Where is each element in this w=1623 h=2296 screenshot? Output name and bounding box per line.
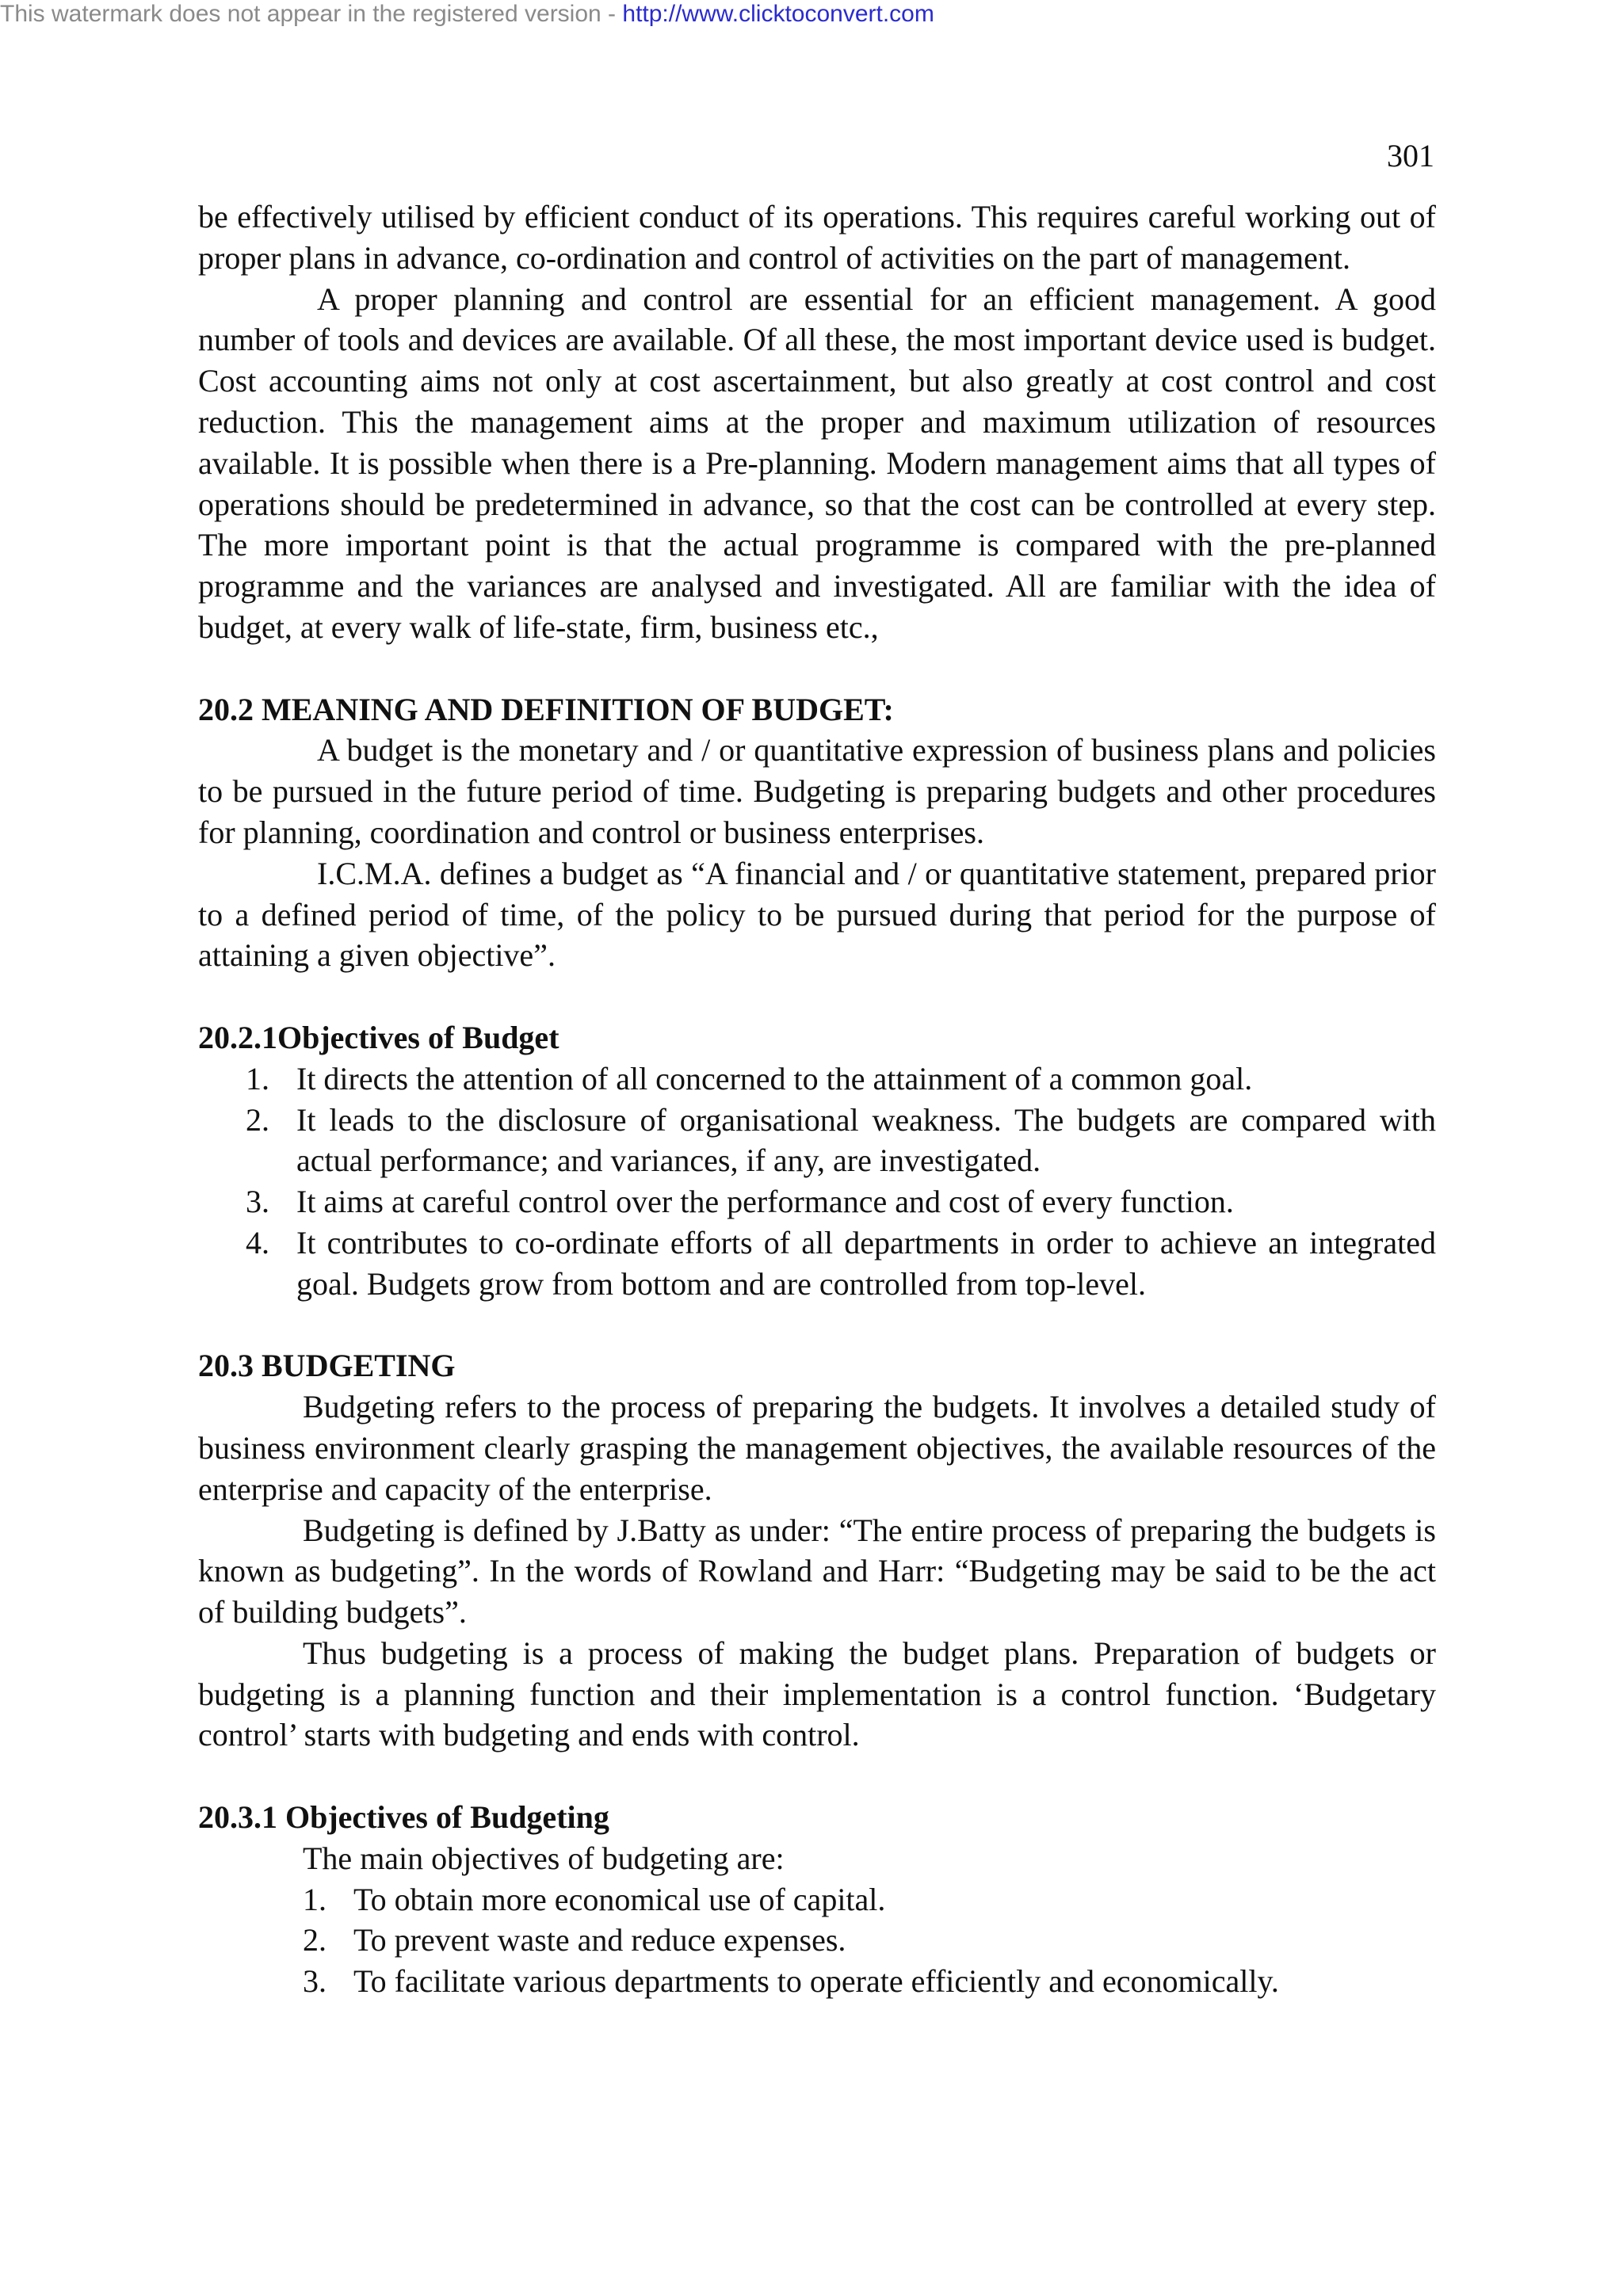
list-item — [246, 1181, 1436, 1222]
section-20-3-paragraph-2: Budgeting is defined by J.Batty as under: “The entire process of preparing the budgets is known as budgeting”. In the words of Rowland and Harr: “Budgeting may be said to be the act of building budgets”. — [198, 1512, 1436, 1630]
list-item-text: To obtain more economical use of capital. — [353, 1881, 886, 1917]
list-item-number: 3. — [303, 1963, 327, 2000]
list-item — [303, 1961, 1412, 2002]
list-item — [246, 1100, 1436, 1182]
list-item-number: 2. — [303, 1922, 327, 1958]
page-body — [198, 196, 1436, 2002]
objectives-of-budget-list — [246, 1058, 1436, 1305]
list-item-number: 3. — [246, 1184, 269, 1220]
list-item-text: It leads to the disclosure of organisational weakness. The budgets are compared with actual performance; and variances, if any, are investigated. — [296, 1101, 1436, 1179]
intro-paragraph-2: A proper planning and control are essential for an efficient management. A good number of tools and devices are available. Of all these, the most important device used is budget. Cost accounting aims not only at cost ascertainment, but also greatly at cost control and cost reduction. This the management aims at the proper and maximum utilization of resources available. It is possible when there is a Pre-planning. Modern management aims that all types of operations should be predetermined in advance, so that the cost can be controlled at every step. The more important point is that the actual programme is compared with the pre-planned programme and the variances are analysed and investigated. All are familiar with the idea of budget, at every walk of life-state, firm, business etc., — [198, 280, 1436, 645]
list-item — [303, 1920, 1412, 1961]
list-item-text: To prevent waste and reduce expenses. — [353, 1922, 846, 1958]
section-20-3-1-heading: 20.3.1 Objectives of Budgeting — [198, 1799, 609, 1836]
list-item-text: It contributes to co-ordinate efforts of all departments in order to achieve an integrated goal. Budgets grow from bottom and are controlled from top-level. — [296, 1224, 1436, 1302]
section-20-3-paragraph-1: Budgeting refers to the process of preparing the budgets. It involves a detailed study of business environment clearly grasping the management objectives, the available resources of the enterprise and capacity of the enterprise. — [198, 1389, 1436, 1507]
list-item-text: It directs the attention of all concerned to the attainment of a common goal. — [296, 1060, 1253, 1097]
intro-paragraph-1: be effectively utilised by efficient conduct of its operations. This requires careful working out of proper plans in advance, co-ordination and control of activities on the part of management. — [198, 199, 1436, 276]
list-item-text: It aims at careful control over the performance and cost of every function. — [296, 1184, 1234, 1220]
page-number: 301 — [1387, 138, 1434, 174]
list-item-text: To facilitate various departments to operate efficiently and economically. — [353, 1963, 1279, 2000]
watermark-link[interactable]: http://www.clicktoconvert.com — [622, 1, 934, 27]
watermark-banner — [0, 0, 934, 29]
list-item-number: 1. — [303, 1881, 327, 1917]
section-20-2-heading: 20.2 MEANING AND DEFINITION OF BUDGET: — [198, 691, 894, 727]
section-20-2-1-heading: 20.2.1Objectives of Budget — [198, 1019, 559, 1055]
list-item — [303, 1879, 1412, 1920]
section-20-2-paragraph-2: I.C.M.A. defines a budget as “A financial and / or quantitative statement, prepared prior to a defined period of time, of the policy to be pursued during that period for the purpose of attaining a given objective”. — [198, 855, 1436, 974]
list-item — [246, 1058, 1436, 1100]
objectives-of-budgeting-list — [303, 1879, 1412, 2002]
section-20-2-paragraph-1: A budget is the monetary and / or quantitative expression of business plans and policies to be pursued in the future period of time. Budgeting is preparing budgets and other procedures for planning, coordination and control or business enterprises. — [198, 732, 1436, 850]
list-item-number: 2. — [246, 1101, 269, 1138]
list-item-number: 4. — [246, 1224, 269, 1261]
list-item-number: 1. — [246, 1060, 269, 1097]
section-20-3-paragraph-3: Thus budgeting is a process of making the budget plans. Preparation of budgets or budgeting is a planning function and their implementation is a control function. ‘Budgetary control’ starts with budgeting and ends with control. — [198, 1634, 1436, 1753]
watermark-text: This watermark does not appear in the registered version - — [0, 1, 623, 27]
section-20-3-heading: 20.3 BUDGETING — [198, 1348, 456, 1384]
section-20-3-1-intro: The main objectives of budgeting are: — [303, 1840, 785, 1876]
list-item — [246, 1222, 1436, 1305]
